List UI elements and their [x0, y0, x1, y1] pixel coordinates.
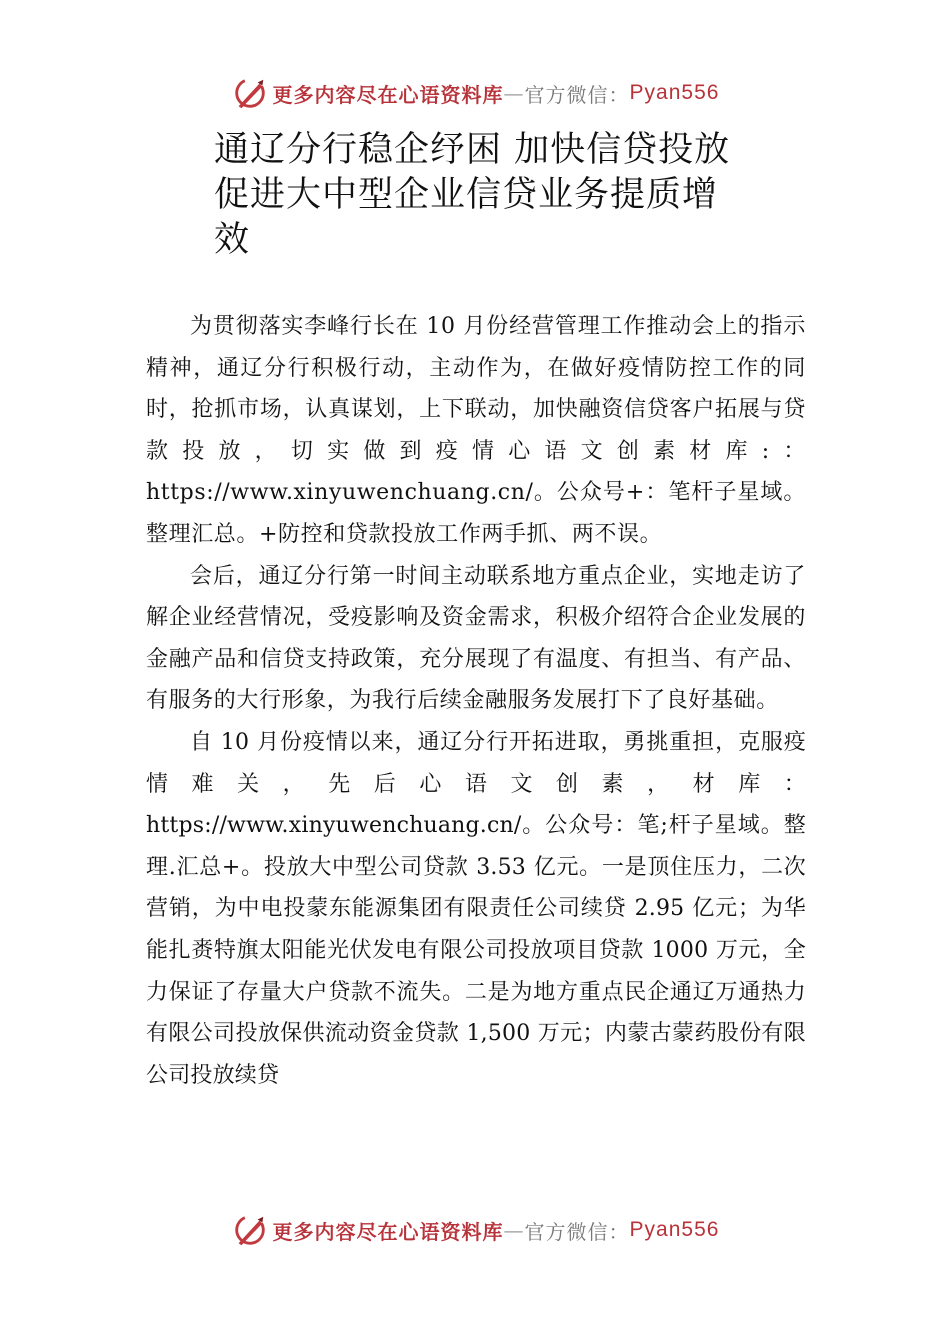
banner-wechat-id: Pyan556 — [629, 81, 720, 104]
document-title — [214, 128, 754, 263]
header-banner — [0, 73, 950, 113]
paragraph-2: 会后，通辽分行第一时间主动联系地方重点企业，实地走访了解企业经营情况，受疫影响及资金需求，积极介绍符合企业发展的金融产品和信贷支持政策，充分展现了有温度、有担当、有产品、有服务的大行形象，为我行后续金融服务发展打下了良好基础。 — [146, 563, 806, 714]
banner-wechat-label: 官方微信： — [524, 82, 630, 107]
title-line-2: 促进大中型企业信贷业务提质增 — [214, 175, 719, 215]
banner-text: 更多内容尽在心语资料库 — [272, 82, 504, 107]
title-line-1: 通辽分行稳企纾困 加快信贷投放 — [214, 130, 731, 170]
pen-logo-icon — [231, 74, 269, 112]
banner-dash: — — [503, 81, 525, 105]
paragraph-1: 为贯彻落实李峰行长在 10 月份经营管理工作推动会上的指示精神，通辽分行积极行动，主动作为，在做好疫情防控工作的同时，抢抓市场，认真谋划，上下联动，加快融资信贷客户拓展与贷款投放，切实做到疫情心语文创素材库:：https://www.xinyuwenchuang.cn/。公众号+：笔杆子星域。整理汇总。+防控和贷款投放工作两手抓、两不误。 — [146, 314, 806, 547]
banner-dash: — — [503, 1218, 525, 1242]
paragraph-3: 自 10 月份疫情以来，通辽分行开拓进取，勇挑重担，克服疫情难关，先后心语文创素，材库：https://www.xinyuwenchuang.cn/。公众号：笔;杆子星域。整理.汇总+。投放大中型公司贷款 3.53 亿元。一是顶住压力，二次营销，为中电投蒙东能源集团有限责任公司续贷 2.95 亿元；为华能扎赉特旗太阳能光伏发电有限公司投放项目贷款 1000 万元，全力保证了存量大户贷款不流失。二是为地方重点民企通辽万通热力有限公司投放保供流动资金贷款 1,500 万元；内蒙古蒙药股份有限公司投放续贷 — [146, 729, 806, 1088]
banner-wechat-id: Pyan556 — [629, 1218, 720, 1241]
pen-logo-icon — [231, 1211, 269, 1249]
banner-wechat-label: 官方微信： — [524, 1219, 630, 1244]
footer-banner — [0, 1210, 950, 1250]
title-line-3: 效 — [214, 220, 251, 260]
banner-text: 更多内容尽在心语资料库 — [272, 1219, 504, 1244]
document-body — [146, 306, 806, 1096]
